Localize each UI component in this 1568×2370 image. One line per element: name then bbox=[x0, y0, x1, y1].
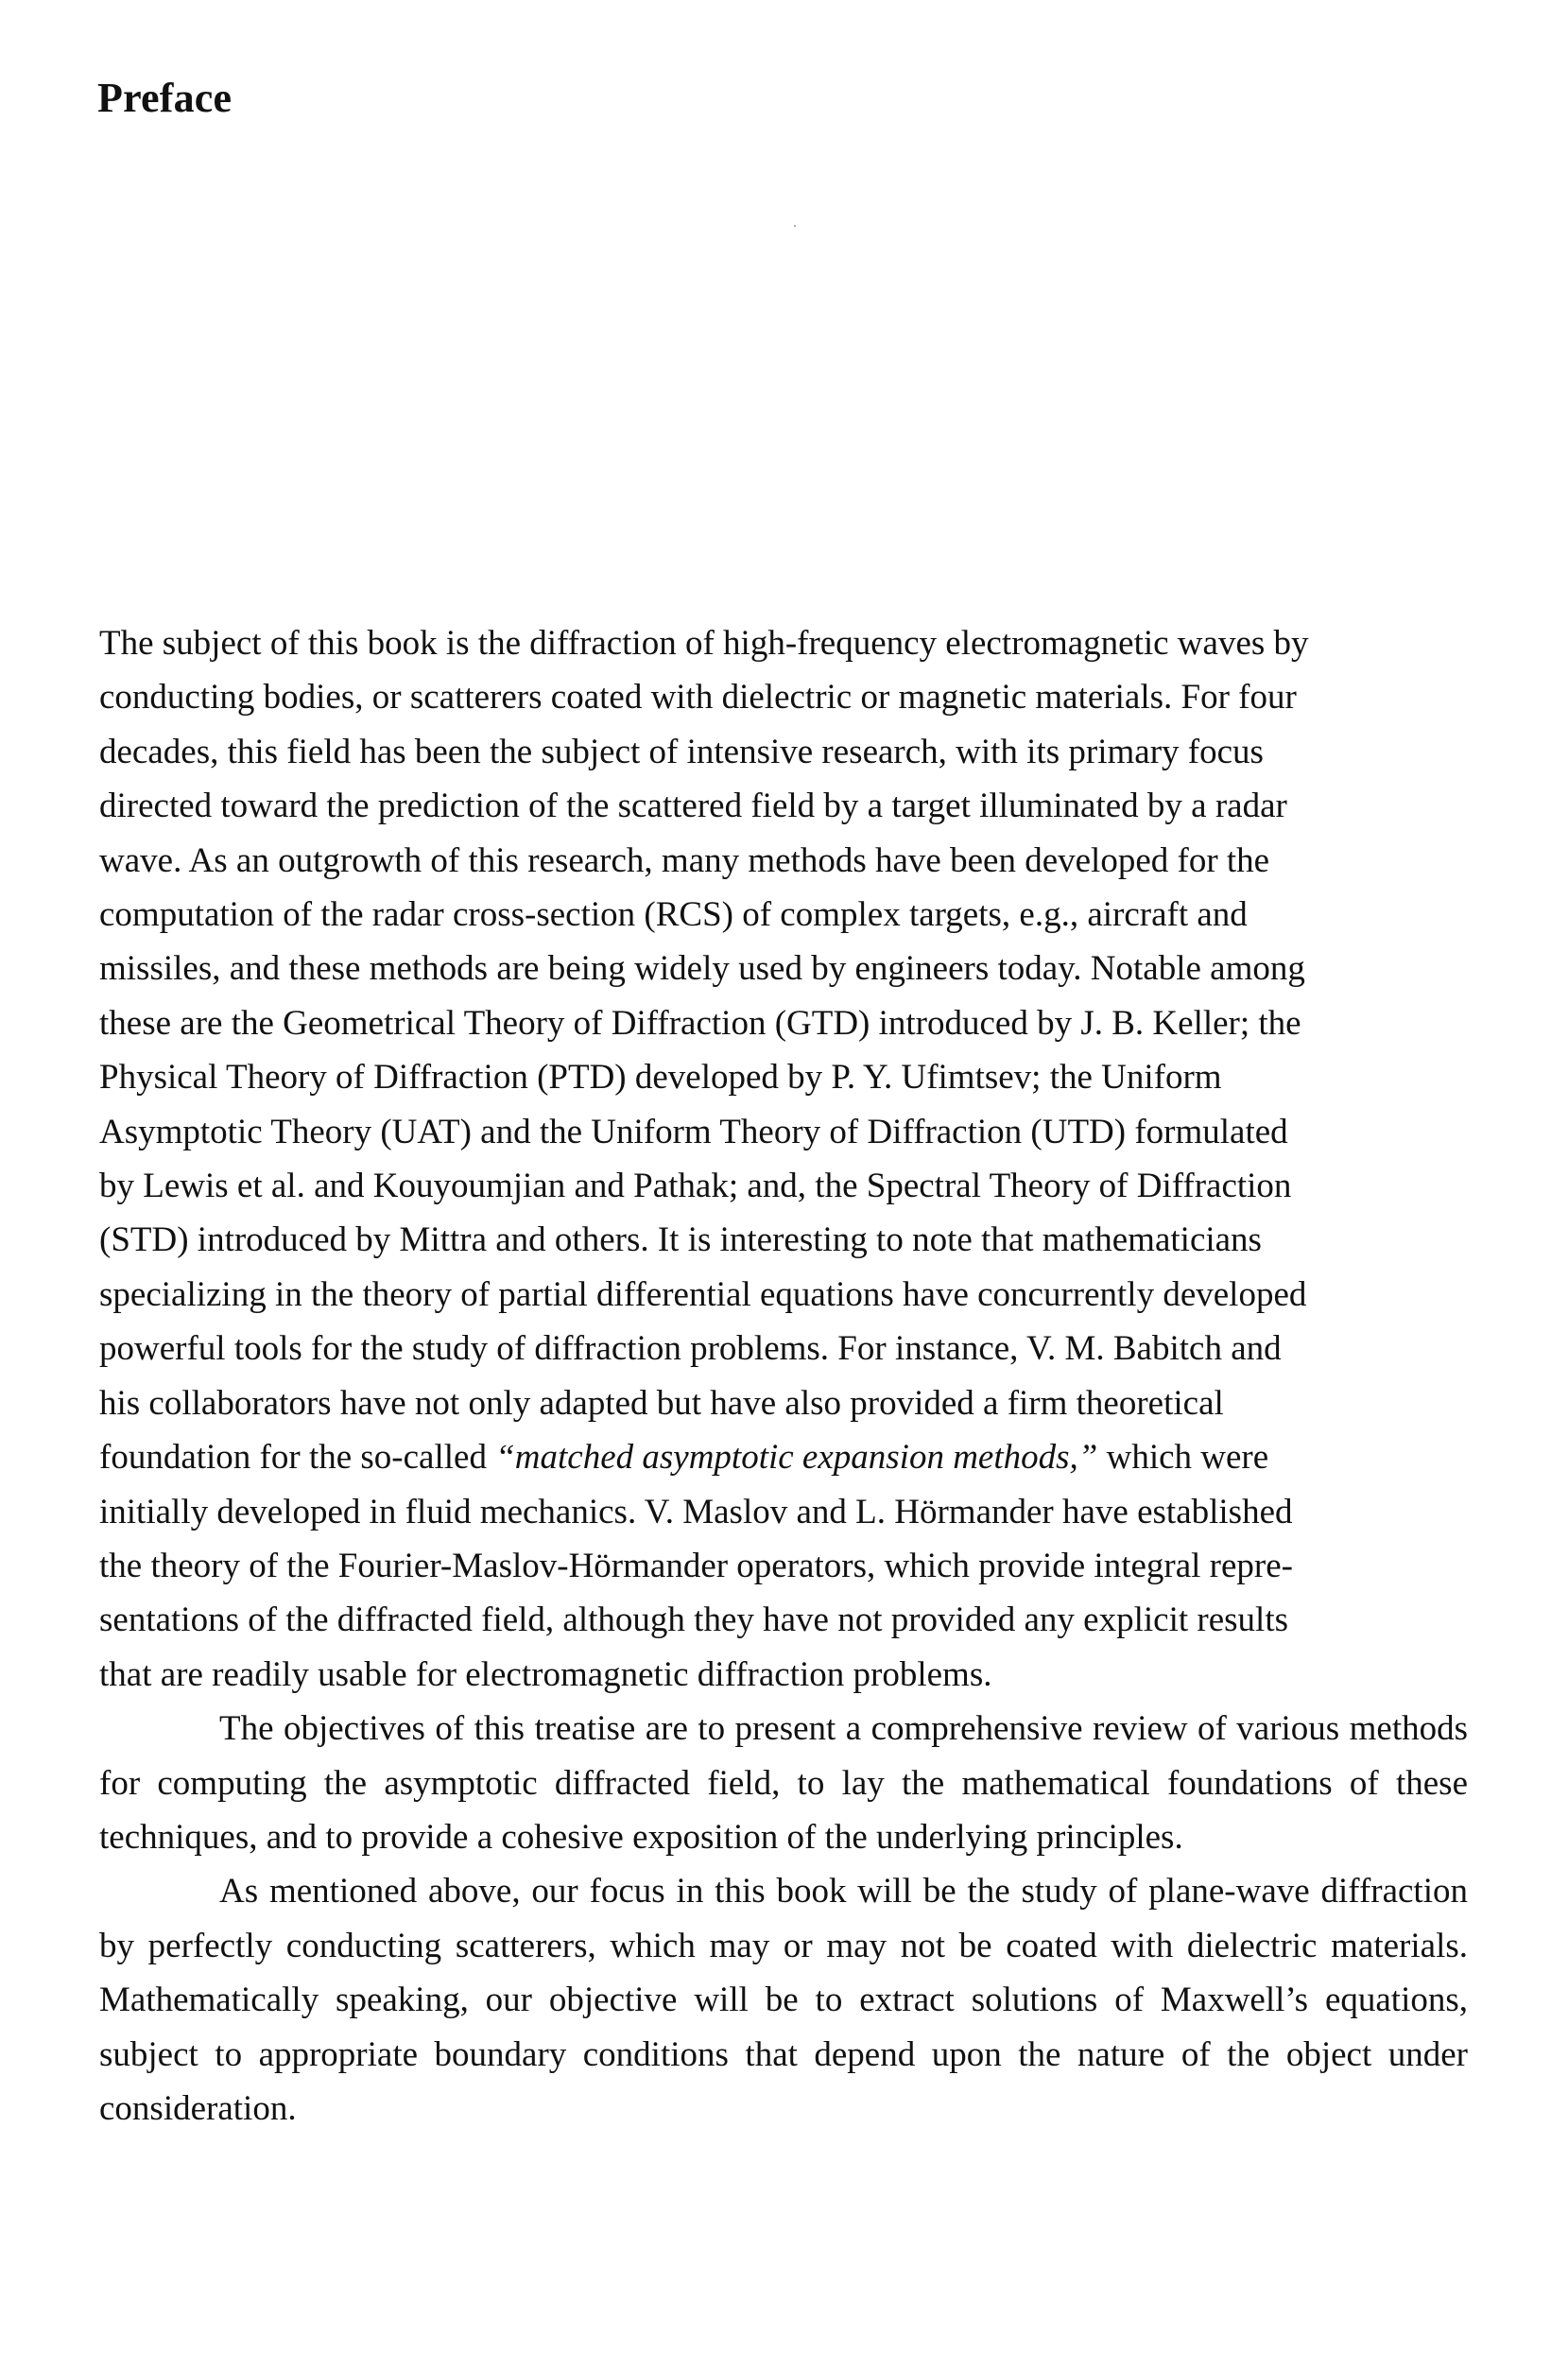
text-line: The subject of this book is the diffraction of high-frequency electromagnetic waves by bbox=[99, 624, 1309, 663]
text-line: (STD) introduced by Mittra and others. It is interesting to note that mathematicians bbox=[99, 1220, 1262, 1260]
text-line: decades, this field has been the subject of intensive research, with its primary focus bbox=[99, 732, 1264, 771]
text-line: initially developed in fluid mechanics. V. Maslov and L. Hörmander have established bbox=[99, 1492, 1293, 1531]
text-line: powerful tools for the study of diffraction problems. For instance, V. M. Babitch and bbox=[99, 1329, 1282, 1369]
paragraph-2: The objectives of this treatise are to present a comprehensive review of various methods for computing the asymptotic diffracted field, to lay the mathematical foundations of these techniques, and to provide a cohesive exposition of the underlying principles. bbox=[99, 1709, 1468, 1857]
preface-body bbox=[99, 616, 1468, 2136]
paragraph-1 bbox=[99, 616, 1468, 1702]
print-speck bbox=[794, 225, 796, 227]
text-line: wave. As an outgrowth of this research, many methods have been developed for the bbox=[99, 840, 1270, 880]
text-line: computation of the radar cross-section (RCS) of complex targets, e.g., aircraft and bbox=[99, 895, 1248, 935]
text-line: missiles, and these methods are being widely used by engineers today. Notable among bbox=[99, 949, 1305, 989]
text-line: the theory of the Fourier-Maslov-Hörmander operators, which provide integral repre- bbox=[99, 1546, 1293, 1585]
text-line-with-emphasis bbox=[99, 1430, 1468, 1484]
text-line: Asymptotic Theory (UAT) and the Uniform Theory of Diffraction (UTD) formulated bbox=[99, 1112, 1288, 1151]
text-line: these are the Geometrical Theory of Diffraction (GTD) introduced by J. B. Keller; the bbox=[99, 1003, 1301, 1043]
text-segment: which were bbox=[1097, 1438, 1269, 1478]
text-line: his collaborators have not only adapted but have also provided a firm theoretical bbox=[99, 1383, 1224, 1423]
text-line: specializing in the theory of partial differential equations have concurrently developed bbox=[99, 1274, 1307, 1314]
paragraph-3: As mentioned above, our focus in this book will be the study of plane-wave diffraction by perfectly conducting scatterers, which may or may not be coated with dielectric materials. Mathematically speaking, our objective will be to extract solutions of Maxwell’s equations, subject to appropriate boundary conditions that depend upon the nature of the object under consideration. bbox=[99, 1872, 1468, 2128]
text-line: Physical Theory of Diffraction (PTD) developed by P. Y. Ufimtsev; the Uniform bbox=[99, 1058, 1222, 1098]
text-line: conducting bodies, or scatterers coated with dielectric or magnetic materials. For four bbox=[99, 678, 1297, 718]
text-segment: foundation for the so-called bbox=[99, 1438, 496, 1478]
text-line: sentations of the diffracted field, although they have not provided any explicit results bbox=[99, 1600, 1288, 1640]
text-line: by Lewis et al. and Kouyoumjian and Pathak; and, the Spectral Theory of Diffraction bbox=[99, 1167, 1292, 1206]
text-line: directed toward the prediction of the scattered field by a target illuminated by a radar bbox=[99, 787, 1287, 826]
italic-phrase: “matched asymptotic expansion methods,” bbox=[495, 1438, 1098, 1478]
page-title: Preface bbox=[97, 75, 233, 121]
text-line: that are readily usable for electromagnetic diffraction problems. bbox=[99, 1654, 992, 1694]
